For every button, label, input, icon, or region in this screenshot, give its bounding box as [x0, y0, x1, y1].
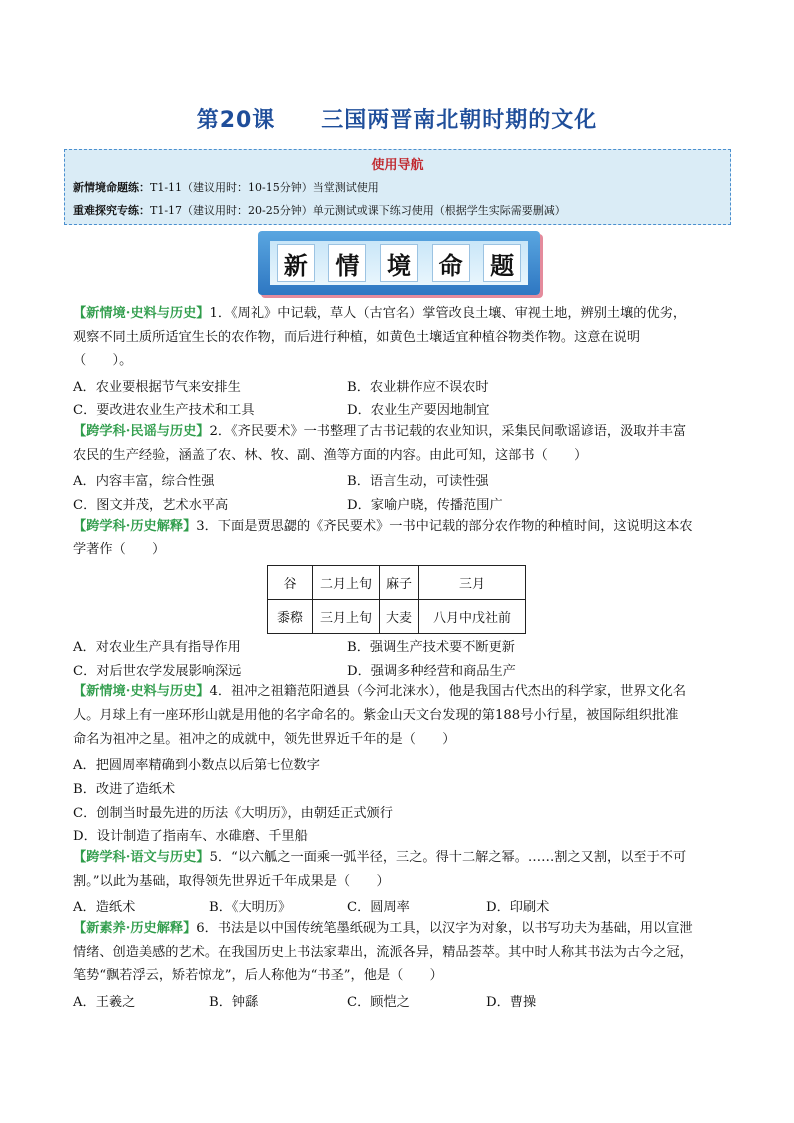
q1-option-b[interactable]: B．农业耕作应不误农时	[347, 380, 489, 395]
table-cell: 三月	[419, 566, 526, 600]
guide-line-1	[73, 179, 379, 195]
q1-option-a[interactable]: A．农业要根据节气来安排生	[73, 380, 241, 395]
q4-line-1	[73, 683, 686, 701]
q2-line-1	[73, 423, 686, 441]
q2-tag: 【跨学科·民谣与历史】	[73, 424, 210, 439]
table-cell: 八月中戊社前	[419, 600, 526, 634]
q3-line-1	[73, 518, 693, 536]
q5-option-c[interactable]: C．圆周率	[347, 900, 410, 915]
q1-line-2: 观察不同土质所适宜生长的农作物，而后进行种植，如黄色土壤适宜种植谷物类作物。这意在说明	[73, 330, 641, 345]
q6-option-c[interactable]: C．顾恺之	[347, 995, 410, 1010]
q5-option-b[interactable]: B．《大明历》	[209, 900, 292, 915]
q4-line-2: 人。月球上有一座环形山就是用他的名字命名的。紫金山天文台发现的第188号小行星，被国际组织批准	[73, 708, 679, 723]
table-row	[268, 566, 526, 600]
q4-tag: 【新情境·史料与历史】	[73, 684, 210, 699]
q1-option-c[interactable]: C．要改进农业生产技术和工具	[73, 403, 255, 418]
table-cell: 三月上旬	[313, 600, 380, 634]
table-cell: 麻子	[380, 566, 419, 600]
q3-option-c[interactable]: C．对后世农学发展影响深远	[73, 664, 242, 679]
q6-option-a[interactable]: A．王羲之	[73, 995, 136, 1010]
banner-char: 题	[483, 244, 521, 282]
q4-option-d[interactable]: D．设计制造了指南车、水碓磨、千里船	[73, 829, 308, 844]
q6-line-1	[73, 920, 693, 938]
q5-text-1: 5．“以六觚之一面乘一弧半径，三之。得十二解之幂。……割之又割，以至于不可	[209, 850, 687, 865]
q5-tag: 【跨学科·语文与历史】	[73, 850, 210, 865]
usage-guide-box	[64, 149, 731, 225]
guide-line-1-label: 新情境命题练：	[73, 181, 150, 194]
q2-option-c[interactable]: C．图文并茂，艺术水平高	[73, 498, 229, 513]
q3-line-2: 学著作（ ）	[73, 542, 166, 557]
q3-tag: 【跨学科·历史解释】	[73, 519, 197, 534]
q5-line-1	[73, 849, 686, 867]
q2-option-a[interactable]: A．内容丰富，综合性强	[73, 474, 215, 489]
q3-option-d[interactable]: D．强调多种经营和商品生产	[347, 664, 516, 679]
q3-text-1: 3．下面是贾思勰的《齐民要术》一书中记载的部分农作物的种植时间，这说明这本农	[196, 519, 693, 534]
guide-line-2	[73, 202, 566, 218]
q6-line-3: 笔势“飘若浮云，矫若惊龙”，后人称他为“书圣”，他是（ ）	[73, 968, 443, 983]
q4-text-1: 4．祖冲之祖籍范阳遒县（今河北涞水），他是我国古代杰出的科学家，世界文化名	[209, 684, 687, 699]
q1-option-d[interactable]: D．农业生产要因地制宜	[347, 403, 490, 418]
page-title: 第20课 三国两晋南北朝时期的文化	[196, 108, 598, 133]
q5-option-a[interactable]: A．造纸术	[73, 900, 136, 915]
q3-option-a[interactable]: A．对农业生产具有指导作用	[73, 640, 241, 655]
guide-line-2-text: T1-17（建议用时：20-25分钟）单元测试或课下练习使用（根据学生实际需要删减）	[150, 204, 566, 217]
q1-line-3: （ ）。	[73, 353, 133, 368]
q4-option-a[interactable]: A．把圆周率精确到小数点以后第七位数字	[73, 758, 320, 773]
table-cell: 大麦	[380, 600, 419, 634]
table-cell: 谷	[268, 566, 313, 600]
q4-line-3: 命名为祖冲之星。祖冲之的成就中，领先世界近千年的是（ ）	[73, 732, 456, 747]
q2-option-b[interactable]: B．语言生动，可读性强	[347, 474, 489, 489]
guide-line-2-label: 重难探究专练：	[73, 204, 150, 217]
table-row	[268, 600, 526, 634]
q6-option-b[interactable]: B．钟繇	[209, 995, 259, 1010]
q2-option-d[interactable]: D．家喻户晓，传播范围广	[347, 498, 503, 513]
q1-line-1	[73, 305, 686, 323]
q6-option-d[interactable]: D．曹操	[486, 995, 537, 1010]
q6-text-1: 6．书法是以中国传统笔墨纸砚为工具，以汉字为对象，以书写功夫为基础，用以宣泄	[196, 921, 693, 936]
table-cell: 二月上旬	[313, 566, 380, 600]
banner-char: 新	[277, 244, 315, 282]
guide-line-1-text: T1-11（建议用时：10-15分钟）当堂测试使用	[150, 181, 379, 194]
section-banner	[258, 231, 540, 295]
q4-option-c[interactable]: C．创制当时最先进的历法《大明历》，由朝廷正式颁行	[73, 806, 393, 821]
q5-line-2: 割。”以此为基础，取得领先世界近千年成果是（ ）	[73, 874, 390, 889]
q1-text-1: 1．《周礼》中记载，草人（古官名）掌管改良土壤、审视土地，辨别土壤的优劣，	[209, 306, 687, 321]
q2-line-2: 农民的生产经验，涵盖了农、林、牧、副、渔等方面的内容。由此可知，这部书（ ）	[73, 448, 588, 463]
banner-char: 情	[328, 244, 366, 282]
q3-option-b[interactable]: B．强调生产技术要不断更新	[347, 640, 515, 655]
table-cell: 黍穄	[268, 600, 313, 634]
banner-char: 命	[432, 244, 470, 282]
q6-line-2: 情绪、创造美感的艺术。在我国历史上书法家辈出，流派各异，精品荟萃。其中时人称其书法为古今之冠，	[73, 945, 693, 960]
q1-tag: 【新情境·史料与历史】	[73, 306, 210, 321]
q6-tag: 【新素养·历史解释】	[73, 921, 197, 936]
q5-option-d[interactable]: D．印刷术	[486, 900, 550, 915]
q2-text-1: 2．《齐民要术》一书整理了古书记载的农业知识，采集民间歌谣谚语，汲取并丰富	[209, 424, 687, 439]
q4-option-b[interactable]: B．改进了造纸术	[73, 782, 176, 797]
guide-heading: 使用导航	[371, 158, 424, 173]
crop-schedule-table	[267, 565, 526, 634]
banner-char: 境	[380, 244, 418, 282]
